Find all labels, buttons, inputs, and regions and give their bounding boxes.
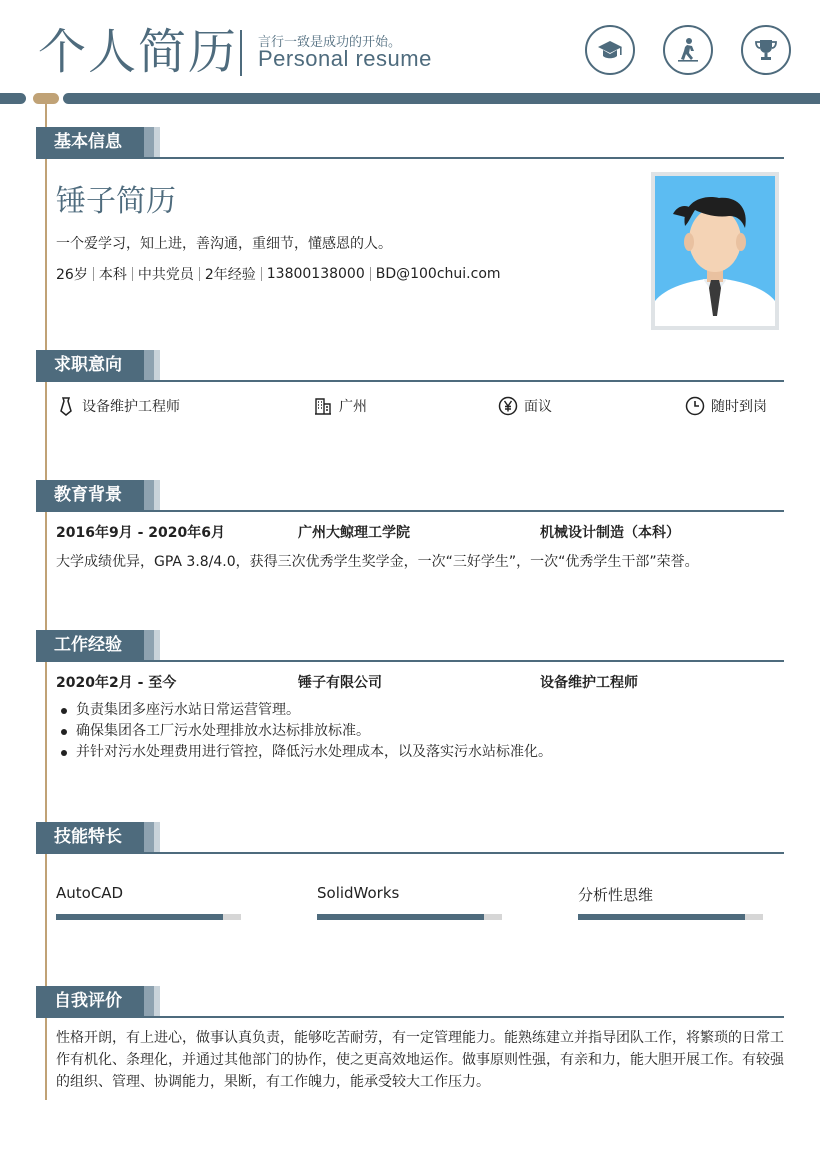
intent-city: 广州 xyxy=(313,396,367,416)
section-title-intent: 求职意向 xyxy=(36,350,144,380)
section-header-basic xyxy=(36,127,784,159)
skill-bar-fill xyxy=(56,914,223,920)
section-header-self xyxy=(36,986,784,1018)
skill-name: SolidWorks xyxy=(317,884,400,902)
clock-icon xyxy=(685,396,705,416)
graduation-cap-icon xyxy=(585,25,635,75)
timeline-line xyxy=(45,104,47,1100)
tie-icon xyxy=(56,396,76,416)
resume-title: 个人简历 xyxy=(38,24,239,80)
header-divider xyxy=(240,30,242,76)
fact-age: 26岁 xyxy=(56,267,88,283)
fact-email: BD@100chui.com xyxy=(375,266,501,282)
education-major: 机械设计制造（本科） xyxy=(540,525,680,541)
work-period: 2020年2月 - 至今 xyxy=(56,675,177,691)
skill-bar xyxy=(578,914,763,920)
work-role: 设备维护工程师 xyxy=(540,675,638,691)
running-person-icon xyxy=(663,25,713,75)
trophy-icon xyxy=(741,25,791,75)
header-bar-accent xyxy=(33,93,59,104)
intent-salary: 面议 xyxy=(498,396,552,416)
section-title-work: 工作经验 xyxy=(36,630,144,660)
header-bar-main xyxy=(63,93,820,104)
building-icon xyxy=(313,396,333,416)
skill-bar-fill xyxy=(317,914,484,920)
intent-availability: 随时到岗 xyxy=(685,396,767,416)
skill-bar xyxy=(56,914,241,920)
fact-degree: 本科 xyxy=(98,267,127,283)
section-title-skills: 技能特长 xyxy=(36,822,144,852)
section-header-skills xyxy=(36,822,784,854)
work-duties xyxy=(60,700,552,763)
candidate-intro: 一个爱学习，知上进，善沟通，重细节，懂感恩的人。 xyxy=(56,236,392,252)
section-header-education xyxy=(36,480,784,512)
header-motto: 言行一致是成功的开始。 xyxy=(258,35,402,50)
avatar xyxy=(651,172,779,330)
education-period: 2016年9月 - 2020年6月 xyxy=(56,525,225,541)
section-title-education: 教育背景 xyxy=(36,480,144,510)
self-evaluation: 性格开朗，有上进心，做事认真负责，能够吃苦耐劳，有一定管理能力。能熟练建立并指导团队工作，将繁琐的日常工作有机化、条理化，并通过其他部门的协作，使之更高效地运作。做事原则性强，有亲和力，能大胆开展工作。有较强的组织、管理、协调能力，果断，有工作魄力，能承受较大工作压力。 xyxy=(56,1030,784,1090)
section-header-intent xyxy=(36,350,784,382)
intent-position: 设备维护工程师 xyxy=(56,396,180,416)
fact-experience: 2年经验 xyxy=(204,267,256,283)
candidate-name: 锤子简历 xyxy=(56,184,176,219)
list-item: 并针对污水处理费用进行管控，降低污水处理成本，以及落实污水站标准化。 xyxy=(60,742,552,763)
skill-bar xyxy=(317,914,502,920)
skill-name: AutoCAD xyxy=(56,884,124,902)
header-subtitle: Personal resume xyxy=(258,46,432,71)
yen-icon xyxy=(498,396,518,416)
list-item: 负责集团多座污水站日常运营管理。 xyxy=(60,700,552,721)
candidate-facts xyxy=(56,264,501,284)
section-header-work xyxy=(36,630,784,662)
list-item: 确保集团各工厂污水处理排放水达标排放标准。 xyxy=(60,721,552,742)
section-title-basic: 基本信息 xyxy=(36,127,144,157)
fact-phone: 13800138000 xyxy=(266,266,365,282)
fact-political: 中共党员 xyxy=(137,267,194,283)
section-title-self: 自我评价 xyxy=(36,986,144,1016)
header-bar-left xyxy=(0,93,26,104)
skill-bar-fill xyxy=(578,914,745,920)
skill-name: 分析性思维 xyxy=(578,886,654,904)
work-company: 锤子有限公司 xyxy=(298,675,382,691)
education-school: 广州大鲸理工学院 xyxy=(298,525,410,541)
education-description: 大学成绩优异，GPA 3.8/4.0，获得三次优秀学生奖学金，一次“三好学生”，一次“优秀学生干部”荣誉。 xyxy=(56,554,699,570)
